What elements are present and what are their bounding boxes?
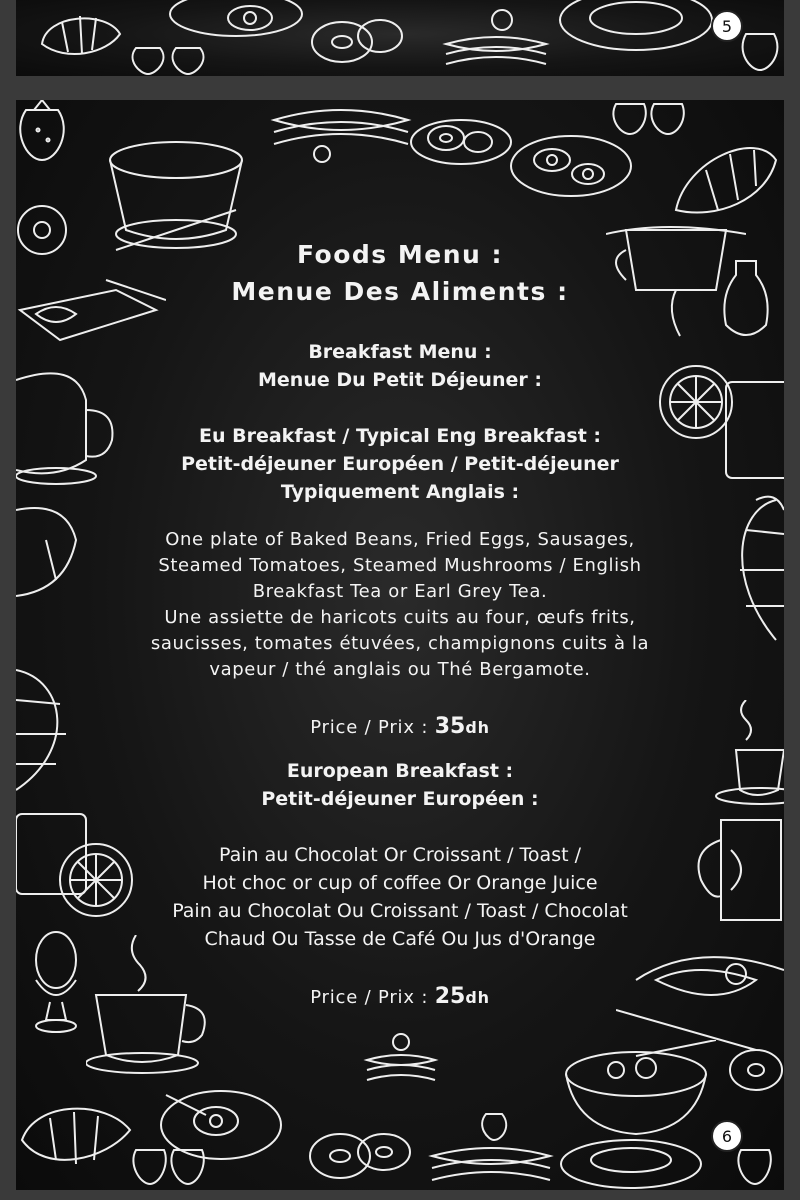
item-heading-line: Petit-déjeuner Européen :: [261, 788, 539, 810]
description-line: Pain au Chocolat Ou Croissant / Toast / Chocolat: [172, 900, 628, 922]
item-heading: [16, 757, 784, 813]
pancakes-icon: [266, 100, 416, 164]
menu-title: [16, 236, 784, 310]
page-number-label: 6: [721, 1126, 733, 1146]
donut-icon: [306, 10, 406, 70]
item-price: [16, 714, 784, 739]
description-line: Pain au Chocolat Or Croissant / Toast /: [219, 844, 581, 866]
description-line: saucisses, tomates étuvées, champignons cuits à la: [150, 633, 650, 654]
donut-icon: [716, 1040, 784, 1100]
plate-icon: [556, 0, 716, 52]
price-label: Price / Prix :: [310, 987, 435, 1008]
fried-egg-plate-icon: [166, 0, 306, 40]
pancakes-icon: [436, 0, 556, 76]
croissant-icon: [16, 1080, 136, 1180]
menu-title-en: Foods Menu :: [296, 240, 504, 269]
description-line: Une assiette de haricots cuits au four, œufs frits,: [164, 607, 636, 628]
item-price: [16, 984, 784, 1009]
item-heading-line: Petit-déjeuner Européen / Petit-déjeuner: [181, 453, 619, 475]
menu-title-fr: Menue Des Aliments :: [231, 277, 569, 306]
donut-icon: [306, 1120, 416, 1190]
plate-icon: [556, 1130, 706, 1190]
pancakes-icon: [426, 1110, 556, 1190]
description-line: vapeur / thé anglais ou Thé Bergamote.: [209, 659, 591, 680]
description-line: Hot choc or cup of coffee Or Orange Juice: [202, 872, 598, 894]
item-heading: [16, 422, 784, 506]
item-description: [16, 527, 784, 683]
section-heading: [16, 338, 784, 394]
price-value: 35: [434, 714, 466, 739]
strawberry-icon: [16, 100, 96, 170]
strawberry-icon: [126, 1140, 216, 1190]
price-label: Price / Prix :: [310, 717, 435, 738]
section-heading-en: Breakfast Menu :: [308, 341, 492, 363]
pancakes-icon: [361, 1028, 441, 1092]
strawberry-icon: [731, 1140, 783, 1190]
item-heading-line: Eu Breakfast / Typical Eng Breakfast :: [199, 425, 601, 447]
donut-icon: [406, 108, 516, 168]
description-line: Steamed Tomatoes, Steamed Mushrooms / English: [158, 555, 642, 576]
page-number-label: 5: [721, 16, 733, 36]
croissant-icon: [36, 4, 126, 68]
strawberry-icon: [736, 24, 784, 76]
price-value: 25: [434, 984, 466, 1009]
description-line: Chaud Ou Tasse de Café Ou Jus d'Orange: [204, 928, 596, 950]
page-number-badge: [711, 1120, 743, 1152]
strawberry-icon: [126, 40, 216, 76]
item-heading-line: Typiquement Anglais :: [280, 481, 520, 503]
description-line: One plate of Baked Beans, Fried Eggs, Sausages,: [165, 529, 635, 550]
description-line: Breakfast Tea or Earl Grey Tea.: [252, 581, 548, 602]
item-description: [16, 841, 784, 953]
previous-page-strip: [16, 0, 784, 76]
price-currency: dh: [465, 988, 490, 1007]
page-number-badge: [711, 10, 743, 42]
bowl-icon: [556, 1040, 716, 1140]
price-currency: dh: [465, 718, 490, 737]
section-heading-fr: Menue Du Petit Déjeuner :: [258, 369, 542, 391]
menu-page: [16, 100, 784, 1190]
item-heading-line: European Breakfast :: [286, 760, 514, 782]
